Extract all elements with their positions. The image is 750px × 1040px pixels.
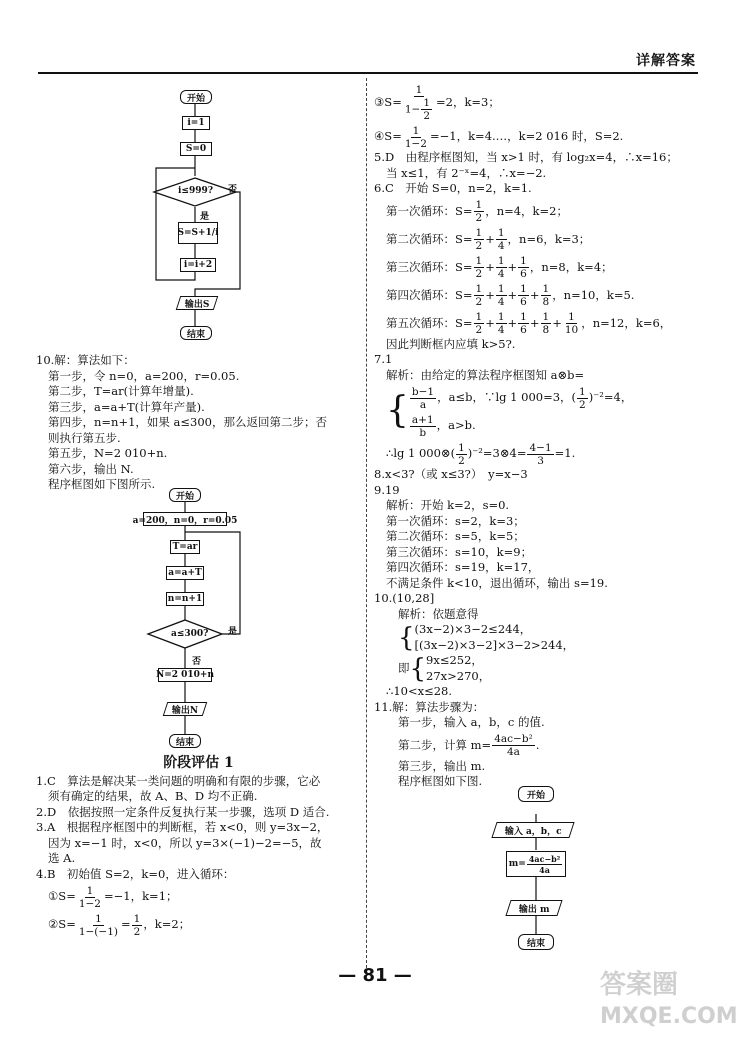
q7-conclusion: ∴lg 1 000⊗( $\frac{1}{2}$ )⁻²=3⊗4= $\frac{4-1}{3}$ =1. bbox=[386, 441, 576, 467]
q7-analysis: 解析：由给定的算法程序框图知 a⊗b= bbox=[386, 367, 585, 382]
q10-system-2: 即 { 9x≤252， 27x>270， bbox=[398, 653, 491, 684]
q10-step: 第一步，令 n=0，a=200，r=0.05. bbox=[48, 368, 240, 383]
q10-title: 10.解：算法如下： bbox=[36, 353, 135, 367]
q9-line: 第二次循环：s=5，k=5； bbox=[386, 529, 525, 543]
q10-system-1: { (3x−2)×3−2≤244， [(3x−2)×3−2]×3−2>244， bbox=[398, 622, 575, 653]
flowchart-3-output: 输出 m bbox=[505, 900, 562, 916]
section-title: 阶段评估 1 bbox=[163, 755, 234, 771]
q6-title: 6.C 开始 S=0，n=2，k=1. bbox=[374, 181, 532, 195]
q10-step: 第三步，a=a+T(计算年产量). bbox=[48, 399, 205, 414]
q7-piecewise: { $\frac{b-1}{a}$ ，a≤b，∵lg 1 000=3，( $\frac{1}{2}$ )⁻²=4， $\frac{a+1}{b}$ ，a>b. bbox=[386, 385, 633, 439]
q4-line-3: ③S= 1 1− $\frac{1}{2}$ =2，k=3； bbox=[374, 84, 500, 122]
q6-loop-line: 第一次循环：S= $\frac{1}{2}$ ，n=4，k=2； bbox=[386, 199, 568, 224]
q9-line: 第三次循环：s=10，k=9； bbox=[386, 544, 533, 559]
answer-line: 因为 x=−1 时，x<0，所以 y=3×(−1)−2=−5，故 bbox=[48, 835, 322, 850]
page-number: — 81 — bbox=[338, 965, 412, 986]
flowchart-2-output: 输出N bbox=[163, 702, 208, 716]
q10-step: 则执行第五步. bbox=[48, 430, 121, 445]
flowchart-3-calc: m= $\frac{\text{4ac−b²}}{4a}$ bbox=[506, 851, 566, 877]
q6-loop-line: 第四次循环：S= $\frac{1}{2}$ + $\frac{1}{4}$ + $\frac{1}{6}$ + $\frac{1}{8}$ ，n=10，k=5. bbox=[386, 283, 635, 308]
flowchart-1-update-i: i=i+2 bbox=[180, 258, 216, 272]
header-rule bbox=[38, 72, 698, 74]
q4-line-4: ④S= $\frac{1}{1-2}$ =−1，k=4.…，k=2 016 时，S=2. bbox=[374, 124, 624, 150]
flowchart-2-t: T=ar bbox=[170, 540, 200, 554]
right-column bbox=[374, 82, 714, 790]
q10-step: 第四步，n=n+1，如果 a≤300，那么返回第二步；否 bbox=[48, 415, 327, 429]
flowchart-2-N: N=2 010+n bbox=[155, 670, 215, 680]
answer-line: 选 A. bbox=[48, 851, 76, 865]
flowchart-1-s-init: S=0 bbox=[180, 142, 212, 156]
flowchart-2-cond: a≤300? bbox=[171, 629, 209, 639]
flowchart-2-a: a=a+T bbox=[166, 566, 204, 580]
page-header-title: 详解答案 bbox=[636, 53, 696, 69]
answer-line: 4.B 初始值 S=2，k=0，进入循环： bbox=[36, 866, 235, 881]
flowchart-1-output: 输出S bbox=[176, 296, 219, 310]
q6-loop-line: 第五次循环：S= $\frac{1}{2}$ + $\frac{1}{4}$ + $\frac{1}{6}$ + $\frac{1}{8}$ + $\frac{1}{10}$ ，n=12，k=6， bbox=[386, 311, 672, 336]
flowchart-1-start: 开始 bbox=[180, 90, 212, 104]
flowchart-1-yes: 是 bbox=[200, 212, 210, 222]
q10-step: 第五步，N=2 010+n. bbox=[48, 446, 168, 460]
q7-answer: 7.1 bbox=[374, 352, 393, 366]
q4-line-2: ②S= $\frac{1}{1-(-1)}$ = $\frac{1}{2}$ ，k=2； bbox=[48, 912, 191, 938]
flowchart-3-start: 开始 bbox=[518, 786, 554, 802]
q8-answer: 8.x<3?（或 x≤3?） y=x−3 bbox=[374, 467, 528, 481]
q10-line: ∴10<x≤28. bbox=[386, 684, 452, 698]
answer-line: 须有确定的结果，故 A、B、D 均不正确. bbox=[48, 789, 258, 803]
q11-title: 11.解：算法步骤为： bbox=[374, 699, 485, 714]
q9-line: 不满足条件 k<10，退出循环，输出 s=19. bbox=[386, 575, 608, 590]
flowchart-3-input: 输入 a，b，c bbox=[491, 822, 574, 838]
flowchart-1-no: 否 bbox=[228, 185, 238, 195]
q10-step: 第二步，T=ar(计算年增量). bbox=[48, 384, 194, 398]
q5-line: 当 x≤1，有 2⁻ˣ=4，∴x=−2. bbox=[386, 165, 547, 180]
answer-line: 1.C 算法是解决某一类问题的明确和有限的步骤，它必 bbox=[36, 773, 321, 788]
column-divider bbox=[366, 78, 367, 973]
flowchart-2-no: 否 bbox=[192, 657, 202, 667]
q10-line: 解析：依题意得 bbox=[398, 606, 479, 621]
flowchart-1-end: 结束 bbox=[180, 326, 212, 340]
answer-line: 3.A 根据程序框图中的判断框，若 x<0，则 y=3x−2， bbox=[36, 820, 329, 834]
q11-step: 第二步，计算 m= $\frac{\text{4ac−b²}}{4a}$ . bbox=[398, 733, 540, 758]
flowchart-1-lines bbox=[140, 82, 280, 352]
flowchart-2-init: a=200，n=0，r=0.05 bbox=[143, 512, 227, 526]
q10-answer: 10.(10,28] bbox=[374, 591, 435, 605]
flowchart-2-yes: 是 bbox=[228, 627, 238, 637]
q4-line-1: ①S= $\frac{1}{1-2}$ =−1，k=1； bbox=[48, 884, 178, 910]
flowchart-1-update-s: S=S+1/i bbox=[178, 222, 218, 244]
q6-end: 因此判断框内应填 k>5?. bbox=[386, 336, 516, 351]
q5-line: 5.D 由程序框图知，当 x>1 时，有 log₂x=4，∴x=16； bbox=[374, 150, 678, 164]
q9-line: 第四次循环：s=19，k=17， bbox=[386, 560, 540, 574]
flowchart-1-cond: i≤999? bbox=[178, 186, 214, 196]
left-column-q10 bbox=[36, 353, 361, 493]
q9-line: 解析：开始 k=2，s=0. bbox=[386, 498, 510, 512]
q10-step: 程序框图如下图所示. bbox=[48, 477, 156, 491]
q6-loops bbox=[374, 197, 714, 337]
q9-answer: 9.19 bbox=[374, 482, 400, 497]
watermark-url: MXQE.COM bbox=[600, 1004, 738, 1029]
flowchart-2-start: 开始 bbox=[169, 488, 201, 502]
q6-loop-line: 第三次循环：S= $\frac{1}{2}$ + $\frac{1}{4}$ + $\frac{1}{6}$ ，n=8，k=4； bbox=[386, 255, 613, 280]
flowchart-2-n: n=n+1 bbox=[167, 594, 203, 604]
q11-step: 第一步，输入 a，b，c 的值. bbox=[398, 715, 545, 729]
q11-step: 第三步，输出 m. bbox=[398, 758, 486, 773]
q6-loop-line: 第二次循环：S= $\frac{1}{2}$ + $\frac{1}{4}$ ，n=6，k=3； bbox=[386, 227, 591, 252]
flowchart-2-end: 结束 bbox=[169, 734, 201, 748]
q11-step: 程序框图如下图. bbox=[398, 774, 483, 788]
answer-line: 2.D 依据按照一定条件反复执行某一步骤，选项 D 适合. bbox=[36, 804, 330, 819]
left-column-section bbox=[36, 752, 361, 938]
flowchart-1-i-init: i=1 bbox=[182, 116, 210, 130]
q9-line: 第一次循环：s=2，k=3； bbox=[386, 513, 525, 528]
q10-step: 第六步，输出 N. bbox=[48, 461, 134, 476]
watermark-logo: 答案圈 bbox=[600, 970, 679, 1000]
flowchart-3-end: 结束 bbox=[518, 934, 554, 950]
